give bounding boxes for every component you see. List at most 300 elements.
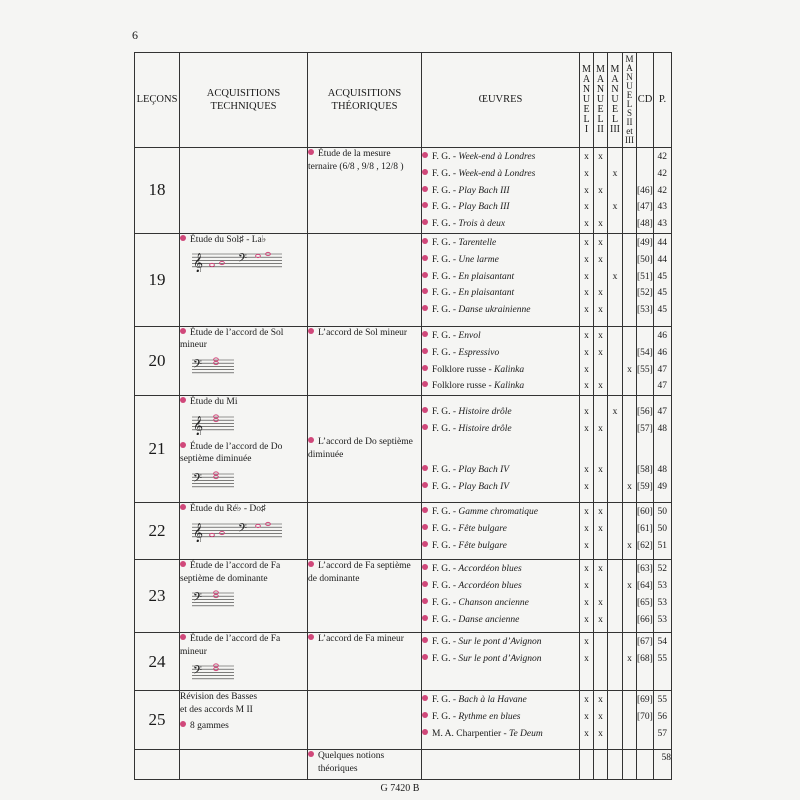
manual-mark [623,252,636,269]
manual-column-1 [580,691,594,750]
page-ref: 53 [657,614,667,625]
manual-mark: x [584,168,589,179]
manual-mark: x [584,305,589,316]
bullet-icon [422,615,428,621]
work-item: F. G. - Tarentelle [422,235,579,252]
bullet-icon [422,581,428,587]
bullet-icon [422,482,428,488]
manual-mark [623,612,636,629]
manual-mark: x [584,614,589,625]
svg-text:𝄢: 𝄢 [238,521,248,538]
lesson-row [135,560,672,633]
manual-mark [608,285,622,302]
cd-track [637,378,653,395]
manual-mark [623,199,636,216]
bullet-icon [422,424,428,430]
manual-mark [594,269,607,286]
cd-track: [60] [637,507,653,518]
bullet-icon [422,365,428,371]
works-cell [422,691,580,750]
manual-column-3 [608,560,623,633]
header-letter: E [597,104,604,115]
footer-code: G 7420 B [380,783,420,794]
cd-track: [64] [637,580,653,591]
manual-mark: x [598,288,603,299]
cd-track: [46] [637,185,653,196]
manual-mark [608,149,622,166]
manual-mark [608,362,622,379]
manual-column-4 [623,233,637,326]
page-ref: 49 [657,481,667,492]
theory-cell [308,691,422,750]
manual-column-4 [623,503,637,560]
bullet-icon [422,255,428,261]
manual-mark: x [598,614,603,625]
manual-mark: x [584,711,589,722]
header-letter: et [626,126,633,136]
lesson-number: 21 [135,396,180,503]
manual-mark: x [598,254,603,265]
header-letter: L [597,114,604,125]
page-ref: 53 [657,597,667,608]
cd-track: [51] [637,271,653,282]
header-letter: N [582,84,591,95]
work-item: F. G. - Week-end à Londres [422,149,579,166]
manual-mark [623,561,636,578]
header-letter: N [596,84,605,95]
manual-mark: x [584,381,589,392]
bullet-icon [422,598,428,604]
page-ref: 44 [657,254,667,265]
manual-mark [623,709,636,726]
music-staff-icon [192,470,236,492]
manual-mark: x [584,202,589,213]
bullet-icon [180,442,186,448]
bullet-icon [180,397,186,403]
manual-column-4 [623,633,637,691]
header-letter: L [583,114,590,125]
page-ref: 50 [657,507,667,518]
header-tech: ACQUISITIONS TECHNIQUES [180,53,308,148]
header-letter: U [611,94,619,105]
manual-mark: x [598,597,603,608]
page-ref: 52 [657,564,667,575]
manual-mark: x [584,407,589,418]
manual-mark [623,345,636,362]
manual-mark [608,595,622,612]
header-letter: II [597,124,604,135]
manual-mark [608,692,622,709]
works-cell [422,560,580,633]
page-ref: 55 [657,695,667,706]
manual-mark: x [598,185,603,196]
manual-mark: x [627,580,632,591]
work-item: F. G. - Accordéon blues [422,561,579,578]
cd-track: [69] [637,695,653,706]
manual-mark: x [598,330,603,341]
manual-mark [594,538,607,555]
work-item: Folklore russe - Kalinka [422,362,579,379]
work-item: F. G. - Gamme chromatique [422,504,579,521]
bullet-icon [422,729,428,735]
cd-track: [62] [637,540,653,551]
manual-column-1 [580,560,594,633]
manual-column-2 [594,396,608,503]
lesson-number: 19 [135,233,180,326]
page-ref: 42 [657,152,667,162]
manual-mark: x [584,152,589,162]
manual-mark [623,421,636,438]
bullet-icon [308,149,314,155]
manual-mark: x [584,423,589,434]
bullet-icon [422,305,428,311]
header-letter: M [596,64,605,75]
manual-column-1 [580,326,594,395]
manual-mark [623,634,636,651]
work-item: F. G. - Play Bach III [422,183,579,200]
svg-text:𝄢: 𝄢 [193,664,203,681]
page-ref: 42 [657,185,667,196]
cd-track [637,149,653,166]
manual-mark [608,521,622,538]
technique-cell: Révision des Basses et des accords M II 8 gammes [180,691,308,750]
cd-track: [52] [637,288,653,299]
bullet-icon [422,238,428,244]
manual-mark [608,538,622,555]
svg-text:𝄢: 𝄢 [238,252,248,269]
page-ref: 46 [657,330,667,341]
manual-column-3 [608,691,623,750]
page-column [654,148,672,234]
page-ref: 55 [657,653,667,664]
header-letter: A [582,74,591,85]
header-letter: U [582,94,591,105]
page-ref: 51 [657,540,667,551]
music-staff-icon [192,662,236,684]
header-lecons: LEÇONS [135,53,180,148]
manual-mark: x [627,653,632,664]
bullet-icon [422,465,428,471]
lesson-number: 23 [135,560,180,633]
work-item: F. G. - Week-end à Londres [422,166,579,183]
header-letter: U [596,94,605,105]
header-letter: A [596,74,605,85]
manual-column-1 [580,633,594,691]
manual-column-1 [580,233,594,326]
manual-mark [594,199,607,216]
manual-mark [608,504,622,521]
cd-column [637,633,654,691]
header-letter: M [610,64,620,75]
bullet-icon [422,348,428,354]
cd-track: [59] [637,481,653,492]
lesson-number: 22 [135,503,180,560]
cd-column [637,503,654,560]
header-cd: CD [637,53,654,148]
manual-mark: x [584,540,589,551]
manual-mark [594,651,607,668]
music-staff-icon [192,413,236,435]
manual-column-3 [608,633,623,691]
bullet-icon [422,169,428,175]
cd-column [637,148,654,234]
header-letter: A [626,63,633,73]
manual-mark [608,421,622,438]
bullet-icon [308,328,314,334]
theory-cell: Quelques notions théoriques [308,750,422,780]
manual-mark [594,634,607,651]
manual-mark [623,328,636,345]
page-column [654,396,672,503]
cd-track: [65] [637,597,653,608]
header-letter: L [611,114,619,125]
manual-column-4 [623,396,637,503]
page-ref: 47 [657,407,667,418]
manual-mark: x [598,711,603,722]
manual-column-3 [608,396,623,503]
page-ref: 47 [657,381,667,392]
cd-column [637,691,654,750]
work-item: F. G. - Play Bach IV [422,462,579,479]
work-item: F. G. - Rythme en blues [422,709,579,726]
manual-mark: x [598,423,603,434]
manual-column-2 [594,233,608,326]
manual-column-3 [608,326,623,395]
cd-track: [48] [637,219,653,230]
manual-mark: x [598,237,603,248]
header-letter: E [583,104,590,115]
page-ref: 45 [657,271,667,282]
manual-mark: x [584,523,589,534]
work-item: M. A. Charpentier - Te Deum [422,726,579,743]
cd-track: [66] [637,614,653,625]
work-item: F. G. - En plaisantant [422,269,579,286]
page-ref: 48 [657,423,667,434]
cd-track: [49] [637,237,653,248]
work-item: F. G. - Histoire drôle [422,421,579,438]
header-manuel-2 [594,53,608,148]
manual-mark [608,216,622,233]
bullet-icon [422,272,428,278]
cd-track [637,166,653,183]
bullet-icon [308,561,314,567]
work-item: F. G. - Danse ukrainienne [422,302,579,319]
manual-column-1 [580,148,594,234]
header-letter: E [626,90,633,100]
theory-cell: L’accord de Do septième diminuée [308,396,422,503]
svg-text:𝄢: 𝄢 [193,471,203,488]
manual-mark [623,692,636,709]
music-staff-icon [192,356,236,378]
manual-mark: x [584,695,589,706]
bullet-icon [422,524,428,530]
header-manuel-1 [580,53,594,148]
bullet-icon [180,235,186,241]
manual-column-2 [594,560,608,633]
manual-mark [623,235,636,252]
page-ref: 46 [657,347,667,358]
bullet-icon [308,437,314,443]
empty-cell [135,750,180,780]
work-item: F. G. - Play Bach III [422,199,579,216]
manual-mark: x [584,597,589,608]
manual-mark [608,252,622,269]
bullet-icon [422,202,428,208]
manual-mark: x [584,637,589,648]
empty-cell [180,750,308,780]
manual-mark [608,378,622,395]
work-item: F. G. - Sur le pont d’Avignon [422,634,579,651]
manual-mark [623,462,636,479]
manual-mark: x [598,695,603,706]
work-item: Folklore russe - Kalinka [422,378,579,395]
manual-mark: x [584,288,589,299]
manual-mark [608,578,622,595]
work-item: F. G. - Sur le pont d’Avignon [422,651,579,668]
work-item: F. G. - Une larme [422,252,579,269]
manual-column-4 [623,326,637,395]
header-theo: ACQUISITIONS THÉORIQUES [308,53,422,148]
svg-text:𝄢: 𝄢 [193,591,203,608]
manual-mark [623,183,636,200]
manual-mark [623,166,636,183]
bullet-icon [422,407,428,413]
bullet-icon [180,328,186,334]
manual-mark: x [598,523,603,534]
work-item: F. G. - Danse ancienne [422,612,579,629]
manual-column-3 [608,233,623,326]
lesson-number: 25 [135,691,180,750]
page-column [654,233,672,326]
manual-mark [594,362,607,379]
header-letter: S [626,108,632,118]
manual-mark [608,726,622,743]
manual-mark: x [612,202,618,213]
work-item: F. G. - Play Bach IV [422,479,579,496]
cd-track: [55] [637,364,653,375]
page-ref: 47 [657,364,667,375]
cd-track: [50] [637,254,653,265]
manual-mark: x [598,464,603,475]
page-ref: 50 [657,523,667,534]
header-letter: U [626,81,633,91]
theory-cell [308,233,422,326]
manual-column-4 [623,691,637,750]
cd-column [637,396,654,503]
page-ref: 42 [657,168,667,179]
empty-cell [422,750,580,780]
bullet-icon [422,186,428,192]
page-column [654,560,672,633]
manual-mark: x [584,330,589,341]
manual-mark: x [598,152,603,162]
lesson-number: 18 [135,148,180,234]
cd-track: [47] [637,202,653,213]
header-letter: M [582,64,591,75]
manual-mark [623,521,636,538]
cd-track: [53] [637,305,653,316]
work-item: F. G. - Envol [422,328,579,345]
works-cell [422,233,580,326]
cd-column [637,233,654,326]
lesson-row [135,396,672,503]
manual-mark: x [584,653,589,664]
technique-cell: Étude de l’accord de Fa mineur 𝄢 [180,633,308,691]
manual-mark: x [598,507,603,518]
work-item: F. G. - En plaisantant [422,285,579,302]
bullet-icon [180,504,186,510]
works-cell [422,396,580,503]
cd-track: [61] [637,523,653,534]
header-letter: E [611,104,619,115]
manual-column-2 [594,633,608,691]
manual-mark: x [584,219,589,230]
lesson-row [135,326,672,395]
manual-mark [608,183,622,200]
manual-mark: x [627,540,632,551]
technique-cell: Étude de l’accord de Fa septième de dominante 𝄢 [180,560,308,633]
music-staff-icon [192,250,284,272]
manual-mark: x [598,564,603,575]
header-manuel-3 [608,53,623,148]
manual-mark: x [584,364,589,375]
page-number: 6 [132,28,138,42]
bullet-icon [180,634,186,640]
bullet-icon [180,721,186,727]
manual-mark [608,328,622,345]
technique-cell [180,148,308,234]
bullet-icon [422,712,428,718]
manual-mark [608,462,622,479]
cd-track [637,726,653,743]
cd-column [637,326,654,395]
manual-mark [623,285,636,302]
cd-track: [70] [637,711,653,722]
manual-column-2 [594,148,608,234]
page-column [654,633,672,691]
bullet-icon [422,381,428,387]
final-row [135,750,672,780]
work-item: F. G. - Fête bulgare [422,538,579,555]
page-ref: 56 [657,711,667,722]
manual-mark [623,149,636,166]
header-letter: A [611,74,619,85]
manual-mark [623,378,636,395]
work-item: F. G. - Trois à deux [422,216,579,233]
manual-mark [608,479,622,496]
music-staff-icon [192,520,284,542]
manual-column-3 [608,503,623,560]
manual-mark: x [584,271,589,282]
manual-mark: x [584,564,589,575]
manual-column-2 [594,503,608,560]
manual-mark [594,479,607,496]
manual-mark [623,595,636,612]
manual-mark: x [584,254,589,265]
theory-cell: L’accord de Fa septième de dominante [308,560,422,633]
page-column [654,326,672,395]
bullet-icon [422,654,428,660]
header-letter: N [626,72,633,82]
manual-mark [608,612,622,629]
manual-column-4 [623,560,637,633]
manual-mark: x [584,507,589,518]
manual-mark: x [598,347,603,358]
manual-mark [608,709,622,726]
manual-mark [608,302,622,319]
cd-track: [58] [637,464,653,475]
manual-mark: x [598,728,603,739]
